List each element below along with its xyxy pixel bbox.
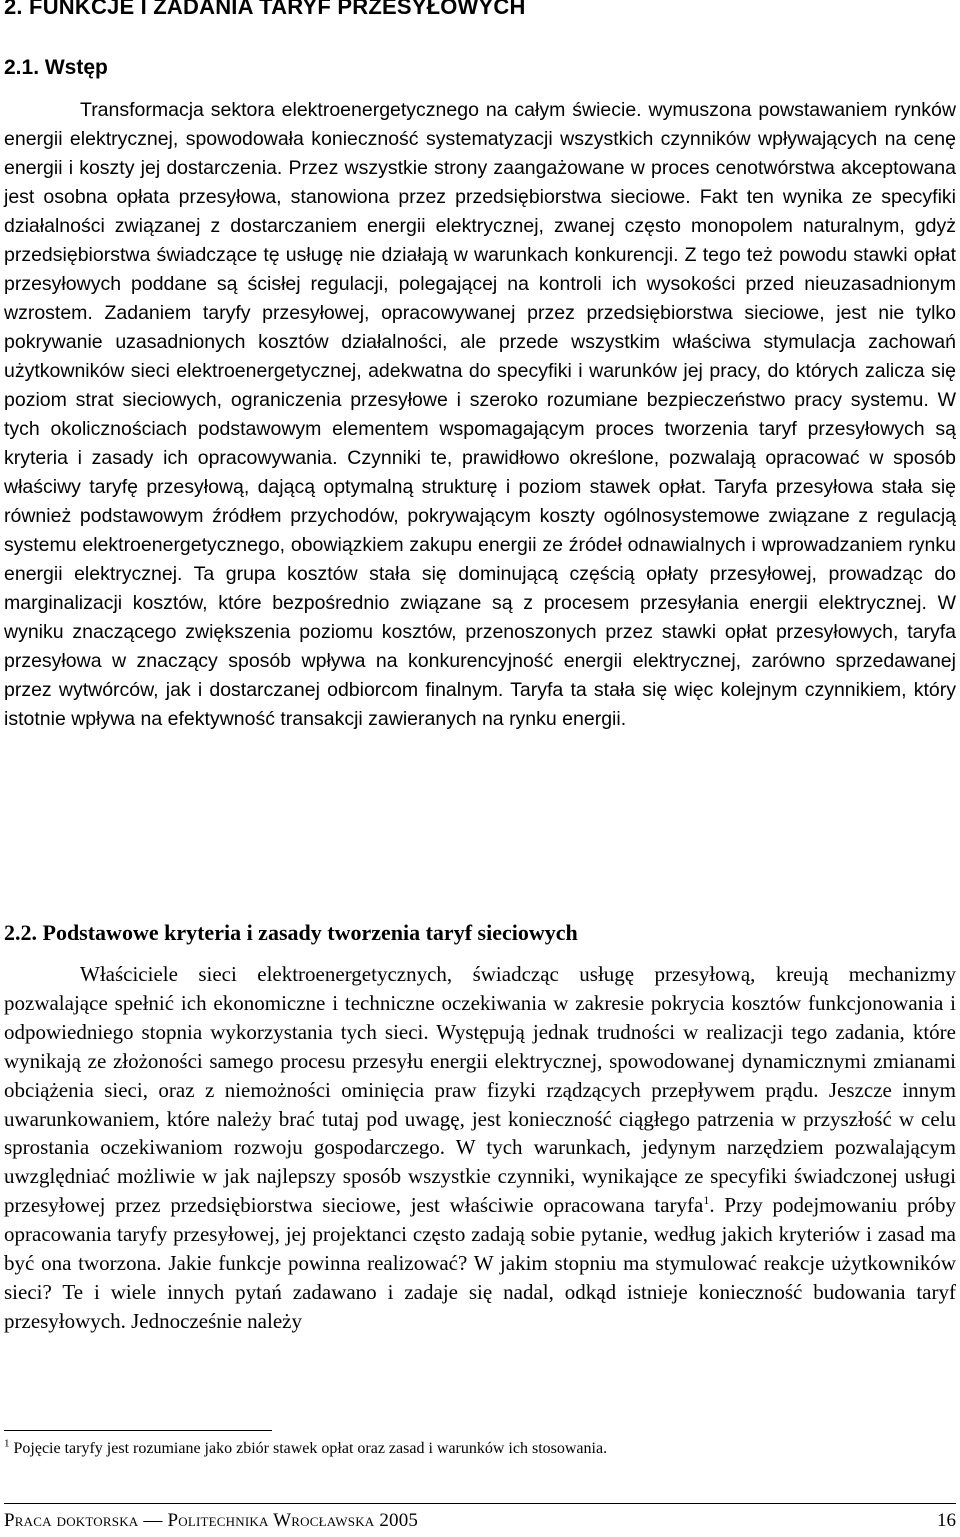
criteria-paragraph: [4, 960, 956, 1336]
section-heading-intro: 2.1. Wstęp: [4, 56, 108, 79]
criteria-text-part-2: . Przy podejmowaniu próby opracowania taryfy przesyłowej, jej projektanci często zadają sobie pytanie, według jakich kryteriów i zasad ma być ona tworzona. Jakie funkcje powinna realizować? W jakim stopniu ma stymulować reakcje użytkowników sieci? Te i wiele innych pytań zadawano i zadaje się nadal, odkąd istnieje konieczność budowania taryf przesyłowych. Jednocześnie należy: [4, 1193, 957, 1333]
footnote-number: 1: [4, 1437, 10, 1450]
chapter-heading: 2. FUNKCJE I ZADANIA TARYF PRZESYŁOWYCH: [4, 0, 526, 19]
section-heading-criteria: 2.2. Podstawowe kryteria i zasady tworzenia taryf sieciowych: [4, 920, 578, 945]
intro-paragraph: Transformacja sektora elektroenergetycznego na całym świecie. wymuszona powstawaniem rynków energii elektrycznej, spowodowała konieczność systematyzacji wszystkich czynników wpływających na cenę energii i koszty jej dostarczenia. Przez wszystkie strony zaangażowane w proces cenotwórstwa akceptowana jest osobna opłata przesyłowa, stanowiona przez przedsiębiorstwa sieciowe. Fakt ten wynika ze specyfiki działalności związanej z dostarczaniem energii elektrycznej, zwanej często monopolem naturalnym, gdyż przedsiębiorstwa świadczące tę usługę nie działają w warunkach konkurencji. Z tego też powodu stawki opłat przesyłowych poddane są ścisłej regulacji, polegającej na kontroli ich wysokości przed nieuzasadnionym wzrostem. Zadaniem taryfy przesyłowej, opracowywanej przez przedsiębiorstwa sieciowe, jest nie tylko pokrywanie uzasadnionych kosztów działalności, ale przede wszystkim właściwa stymulacja zachowań użytkowników sieci elektroenergetycznej, adekwatna do specyfiki i warunków jej pracy, do których zalicza się poziom strat sieciowych, ograniczenia przesyłowe i szeroko rozumiane bezpieczeństwo pracy systemu. W tych okolicznościach podstawowym elementem wspomagającym proces tworzenia taryf przesyłowych są kryteria i zasady ich opracowywania. Czynniki te, prawidłowo określone, pozwalają opracować w sposób właściwy taryfę przesyłową, dającą optymalną strukturę i poziom stawek opłat. Taryfa przesyłowa stała się również podstawowym źródłem przychodów, pokrywającym koszty ogólnosystemowe związane z regulacją systemu elektroenergetycznego, obowiązkiem zakupu energii ze źródeł odnawialnych i wprowadzaniem rynku energii elektrycznej. Ta grupa kosztów stała się dominującą częścią opłaty przesyłowej, prowadząc do marginalizacji kosztów, które bezpośrednio związane są z procesem przesyłania energii elektrycznej. W wyniku znaczącego zwiększenia poziomu kosztów, przenoszonych przez stawki opłat przesyłowych, taryfa przesyłowa w znaczący sposób wpływa na konkurencyjność energii elektrycznej, zarówno sprzedawanej przez wytwórców, jak i dostarczanej odbiorcom finalnym. Taryfa ta stała się więc kolejnym czynnikiem, który istotnie wpływa na efektywność transakcji zawieranych na rynku energii.: [4, 99, 956, 730]
footnote-text: Pojęcie taryfy jest rozumiane jako zbiór stawek opłat oraz zasad i warunków ich stosowania.: [9, 1440, 608, 1457]
criteria-text-part-1: Właściciele sieci elektroenergetycznych, świadcząc usługę przesyłową, kreują mechanizmy pozwalające spełnić ich ekonomiczne i techniczne oczekiwania w zakresie pokrycia kosztów funkcjonowania i odpowiedniego stopnia wykorzystania tych sieci. Występują jednak trudności w realizacji tego zadania, które wynikają ze złożoności samego procesu przesyłu energii elektrycznej, spowodowanej dynamicznymi zmianami obciążenia sieci, oraz z niemożności ominięcia praw fizyki rządzących przepływem prądu. Jeszcze innym uwarunkowaniem, które należy brać tutaj pod uwagę, jest konieczność ciągłego patrzenia w przyszłość w celu sprostania oczekiwaniom rozwoju gospodarczego. W tych warunkach, jedynym narzędziem pozwalającym uwzględniać możliwie w jak najlepszy sposób wszystkie czynniki, wynikające ze specyfiki świadczonej usługi przesyłowej przez przedsiębiorstwa sieciowe, jest właściwie opracowana taryfa: [4, 962, 956, 1218]
page-number: 16: [937, 1510, 956, 1531]
footer-separator: [4, 1503, 956, 1504]
footnote-separator: [4, 1430, 272, 1431]
footer-title: Praca doktorska — Politechnika Wrocławska 2005: [4, 1510, 419, 1531]
footnote: [4, 1437, 608, 1458]
footnote-reference: 1: [703, 1193, 710, 1208]
